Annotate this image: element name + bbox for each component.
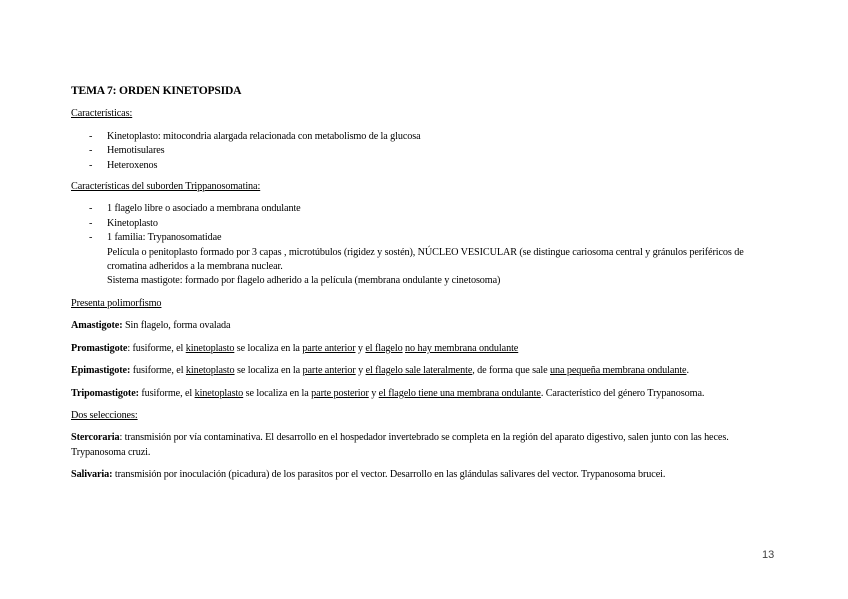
underlined-term: no hay membrana ondulante	[405, 342, 519, 354]
text-run: , de forma que sale	[472, 365, 551, 377]
text-run: fusiforme, el	[138, 387, 195, 399]
underlined-term: parte posterior	[311, 387, 369, 399]
salivaria-label: Salivaria:	[71, 469, 113, 481]
page-title: TEMA 7: ORDEN KINETOPSIDA	[71, 84, 242, 97]
underlined-term: el flagelo	[365, 342, 403, 354]
underlined-term: parte anterior	[302, 365, 356, 377]
amastigote-text: Sin flagelo, forma ovalada	[122, 320, 231, 332]
text-run: . Característico del género Trypanosoma.	[540, 387, 705, 399]
suborden-heading: Características del suborden Trippanosomatina:	[71, 181, 261, 193]
text-run: y	[355, 342, 366, 354]
caracteristicas-heading: Características:	[71, 108, 133, 120]
promastigote-paragraph	[71, 342, 781, 356]
underlined-term: una pequeña membrana ondulante	[550, 365, 687, 377]
list-item: - Heteroxenos	[71, 159, 781, 173]
list-item: - Hemotisulares	[71, 144, 781, 158]
selecciones-heading: Dos selecciones:	[71, 409, 138, 421]
salivaria-text: transmisión por inoculación (picadura) de los parasitos por el vector. Desarrollo en las glándulas salivares del vector. Trypanosoma brucei.	[112, 469, 666, 481]
text-run: se localiza en la	[234, 365, 303, 377]
underlined-term: kinetoplasto	[194, 387, 244, 399]
list-item: - 1 familia: Trypanosomatidae	[71, 231, 781, 245]
sistema-mastigote-text: Sistema mastigote: formado por flagelo adherido a la película (membrana ondulante y cinetosoma)	[107, 275, 501, 287]
pelicula-text: Película o penitoplasto formado por 3 capas , microtúbulos (rigidez y sostén), NÚCLEO VESICULAR (se distingue cariosoma central y gránulos periféricos de cromatina adheridos a la membrana nuclear.	[107, 246, 744, 273]
amastigote-label: Amastigote:	[71, 320, 123, 332]
tripomastigote-label: Tripomastigote:	[71, 387, 139, 399]
stercoraria-text: : transmisión por vía contaminativa. El desarrollo en el hospedador invertebrado se completa en la región del aparato digestivo, salen junto con las heces. Trypanosoma cruzi.	[71, 432, 729, 458]
amastigote-paragraph	[71, 319, 781, 333]
suborden-list	[71, 202, 781, 245]
epimastigote-label: Epimastigote:	[71, 365, 131, 377]
underlined-term: parte anterior	[302, 342, 356, 354]
polimorfismo-heading: Presenta polimorfismo	[71, 297, 162, 309]
epimastigote-paragraph	[71, 364, 781, 378]
underlined-term: el flagelo tiene una membrana ondulante	[378, 387, 541, 399]
text-run: y	[355, 365, 366, 377]
text-run: se localiza en la	[243, 387, 312, 399]
underlined-term: kinetoplasto	[185, 365, 235, 377]
salivaria-paragraph	[71, 468, 781, 482]
caracteristicas-list	[71, 130, 781, 173]
stercoraria-paragraph	[71, 431, 781, 460]
text-run: se localiza en la	[234, 342, 303, 354]
underlined-term: kinetoplasto	[185, 342, 235, 354]
promastigote-label: Promastigote	[71, 342, 128, 354]
text-run: y	[368, 387, 379, 399]
list-item: - 1 flagelo libre o asociado a membrana ondulante	[71, 202, 781, 216]
stercoraria-label: Stercoraria	[71, 432, 120, 444]
tripomastigote-paragraph	[71, 387, 781, 401]
page-number: 13	[762, 549, 775, 561]
document-page	[71, 84, 781, 491]
list-item: - Kinetoplasto	[71, 217, 781, 231]
text-run: .	[686, 365, 689, 377]
list-item: - Kinetoplasto: mitocondria alargada relacionada con metabolismo de la glucosa	[71, 130, 781, 144]
underlined-term: el flagelo sale lateralmente	[365, 365, 473, 377]
text-run: fusiforme, el	[130, 365, 186, 377]
text-run: : fusiforme, el	[127, 342, 186, 354]
